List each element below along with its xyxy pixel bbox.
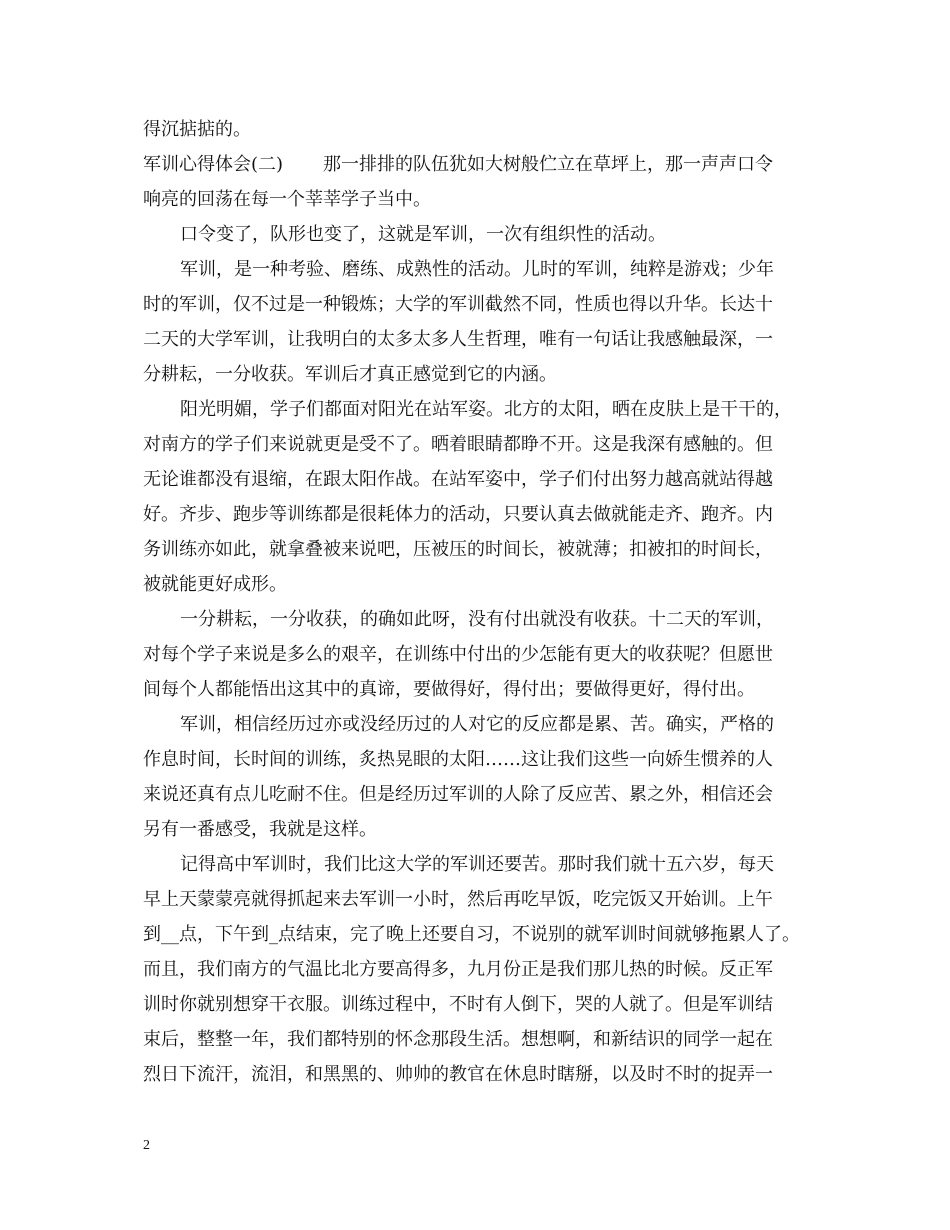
line-text: 来说还真有点儿吃耐不住。但是经历过军训的人除了反应苦、累之外，相信还会 (143, 784, 773, 805)
text-line (143, 952, 813, 987)
text-line (143, 392, 813, 427)
text-line (143, 252, 813, 287)
text-line (143, 357, 813, 392)
text-line (143, 217, 813, 252)
line-text: 无论谁都没有退缩，在跟太阳作战。在站军姿中，学子们付出努力越高就站得越 (143, 469, 773, 490)
page-number: 2 (143, 1138, 150, 1153)
text-line (143, 462, 813, 497)
text-line (143, 777, 813, 812)
text-line (143, 1022, 813, 1057)
text-line (143, 742, 813, 777)
body-text (143, 112, 813, 1092)
line-text: 对每个学子来说是多么的艰辛，在训练中付出的少怎能有更大的收获呢？但愿世 (143, 644, 773, 665)
line-text: 早上天蒙蒙亮就得抓起来去军训一小时，然后再吃早饭，吃完饭又开始训。上午 (143, 889, 773, 910)
line-text: 被就能更好成形。 (143, 574, 287, 595)
line-text: 口令变了，队形也变了，这就是军训，一次有组织性的活动。 (180, 224, 666, 245)
line-text: 响亮的回荡在每一个莘莘学子当中。 (143, 189, 431, 210)
text-line (143, 812, 813, 847)
line-text: 那一排排的队伍犹如大树般伫立在草坪上，那一声声口令 (323, 154, 774, 175)
text-line (143, 672, 813, 707)
line-text: 分耕耘，一分收获。军训后才真正感觉到它的内涵。 (143, 364, 557, 385)
text-line (143, 567, 813, 602)
text-line (143, 917, 813, 952)
text-line (143, 602, 813, 637)
text-line (143, 147, 813, 182)
line-text: 二天的大学军训，让我明白的太多太多人生哲理，唯有一句话让我感触最深，一 (143, 329, 773, 350)
line-text: 烈日下流汗，流泪，和黑黑的、帅帅的教官在休息时瞎掰，以及时不时的捉弄一 (143, 1064, 773, 1085)
line-text: 作息时间，长时间的训练，炙热晃眼的太阳……这让我们这些一向娇生惯养的人 (143, 749, 773, 770)
line-text: 而且，我们南方的气温比北方要高得多，九月份正是我们那儿热的时候。反正军 (143, 959, 773, 980)
text-line (143, 182, 813, 217)
text-line (143, 987, 813, 1022)
text-line (143, 322, 813, 357)
text-line (143, 1057, 813, 1092)
text-line (143, 112, 813, 147)
text-line (143, 427, 813, 462)
line-text: 阳光明媚，学子们都面对阳光在站军姿。北方的太阳，晒在皮肤上是干干的， (180, 399, 792, 420)
text-line (143, 847, 813, 882)
line-text: 时的军训，仅不过是一种锻炼；大学的军训截然不同，性质也得以升华。长达十 (143, 294, 773, 315)
line-text: 得沉掂掂的。 (143, 119, 251, 140)
line-text: 对南方的学子们来说就更是受不了。晒着眼睛都睁不开。这是我深有感触的。但 (143, 434, 773, 455)
line-text: 军训，相信经历过亦或没经历过的人对它的反应都是累、苦。确实，严格的 (180, 714, 774, 735)
text-line (143, 532, 813, 567)
line-text: 务训练亦如此，就拿叠被来说吧，压被压的时间长，被就薄；扣被扣的时间长， (143, 539, 773, 560)
line-text: 好。齐步、跑步等训练都是很耗体力的活动，只要认真去做就能走齐、跑齐。内 (143, 504, 773, 525)
text-line (143, 637, 813, 672)
line-text: 记得高中军训时，我们比这大学的军训还要苦。那时我们就十五六岁，每天 (180, 854, 774, 875)
text-line (143, 882, 813, 917)
line-text: 军训，是一种考验、磨练、成熟性的活动。儿时的军训，纯粹是游戏；少年 (180, 259, 774, 280)
line-text: 一分耕耘，一分收获，的确如此呀，没有付出就没有收获。十二天的军训， (180, 609, 774, 630)
text-line (143, 707, 813, 742)
section-heading: 军训心得体会(二) (143, 154, 284, 175)
line-text: 束后，整整一年，我们都特别的怀念那段生活。想想啊，和新结识的同学一起在 (143, 1029, 773, 1050)
text-line (143, 497, 813, 532)
text-line (143, 287, 813, 322)
line-text: 间每个人都能悟出这其中的真谛，要做得好，得付出；要做得更好，得付出。 (143, 679, 755, 700)
line-text: 到__点，下午到_点结束，完了晚上还要自习，不说别的就军训时间就够拖累人了。 (143, 924, 800, 945)
line-text: 另有一番感受，我就是这样。 (143, 819, 377, 840)
line-text: 训时你就别想穿干衣服。训练过程中，不时有人倒下，哭的人就了。但是军训结 (143, 994, 773, 1015)
